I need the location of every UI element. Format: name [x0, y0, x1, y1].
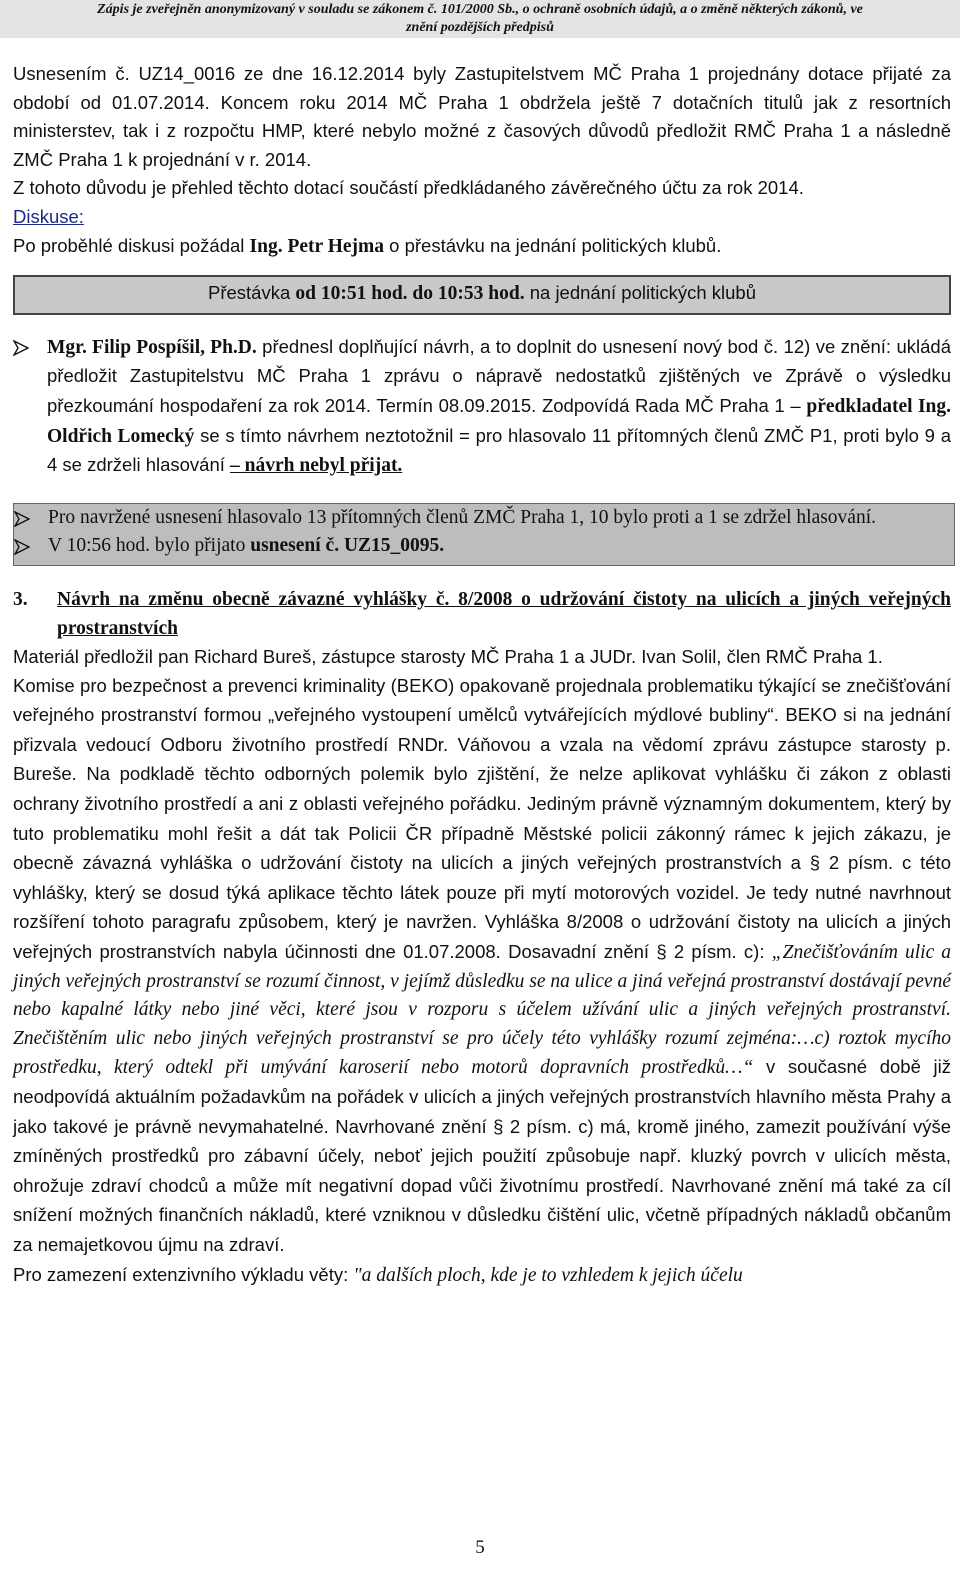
intro-paragraph-1: Usnesením č. UZ14_0016 ze dne 16.12.2014 byly Zastupitelstvem MČ Praha 1 projednány dotace přijaté za období od 01.07.2014. Koncem roku 2014 MČ Praha 1 obdržela ještě 7 dotačních titulů jak z resortních ministerstev, tak i z rozpočtu HMP, které nebylo možné z časových důvodů předložit RMČ Praha 1 a následně ZMČ Praha 1 k projednání v r. 2014.	[13, 63, 951, 170]
vote-box	[13, 503, 955, 566]
arrow-bullet-icon	[14, 532, 48, 555]
header-line-2: znění pozdějších předpisů	[406, 20, 554, 35]
body-paragraph-1: Materiál předložil pan Richard Bureš, zástupce starosty MČ Praha 1 a JUDr. Ivan Solil, člen RMČ Praha 1.	[13, 646, 883, 668]
break-post: na jednání politických klubů	[524, 282, 756, 304]
proposal-text	[47, 333, 951, 481]
vote-item-2-pre: V 10:56 hod. bylo přijato	[48, 535, 251, 557]
break-time: od 10:51 hod. do 10:53 hod.	[295, 283, 525, 305]
arrow-bullet-icon	[13, 333, 47, 356]
body-p3-quote: "a dalších ploch, kde je to vzhledem k jejich účelu	[353, 1264, 743, 1286]
discussion-paragraph	[13, 232, 951, 262]
discussion-heading	[13, 203, 951, 232]
header-line-1: Zápis je zveřejněn anonymizovaný v souladu se zákonem č. 101/2000 Sb., o ochraně osobních údajů, a o změně některých zákonů, ve	[97, 2, 863, 17]
discussion-person: Ing. Petr Hejma	[249, 235, 385, 257]
break-pre: Přestávka	[208, 282, 296, 304]
intro-paragraph-2: Z tohoto důvodu je přehled těchto dotací součástí předkládaného závěrečného účtu za rok 2014.	[13, 177, 804, 199]
section-title: Návrh na změnu obecně závazné vyhlášky č. 8/2008 o udržování čistoty na ulicích a jiných veřejných prostranstvích	[57, 588, 951, 639]
vote-item-2-text	[48, 532, 948, 561]
body-p2-b: v současné době již neodpovídá aktuálním požadavkům na pořádek v ulicích a jiných veřejných prostranstvích hlavního města Prahy a jako takové je právně nevymahatelné. Navrhované znění § 2 písm. c) má, kromě jiného, zamezit používání výše zmíněných prostředků pro zábavní účely, neboť jejich použití způsobuje např. kluzký povrch v ulicích města, ohrožuje zdraví chodců a může mít negativní dopad vůči životnímu prostředí. Navrhované znění má také za cíl snížení možných finančních nákladů, které vzniknou v důsledku čištění ulic, včetně případných nákladů občanům za nemajetkovou újmu na zdraví.	[13, 1056, 951, 1255]
proposal-item	[13, 333, 951, 481]
body-paragraph-3	[13, 1261, 951, 1291]
vote-item-1-text: Pro navržené usnesení hlasovalo 13 přítomných členů ZMČ Praha 1, 10 bylo proti a 1 se zdržel hlasování.	[48, 506, 877, 528]
vote-item-2	[14, 532, 948, 561]
body-p3-a: Pro zamezení extenzivního výkladu věty:	[13, 1263, 354, 1285]
vote-item-1	[14, 504, 948, 533]
discussion-text-pre: Po proběhlé diskusi požádal	[13, 234, 250, 256]
proposal-result: – návrh nebyl přijat.	[230, 455, 403, 477]
body-paragraph-2	[13, 672, 951, 1261]
body-p2-quote: „Znečišťováním ulic a jiných veřejných prostranství se rozumí činnost, v jejímž důsledku se na ulice a jiná veřejná prostranství dostávají pevné nebo kapalné látky nebo jiné věci, které jsou v rozporu s účelem užívání ulic a jiných veřejných prostranství. Znečištěním ulic nebo jiných veřejných prostranství se pro účely této vyhlášky rozumí zejména:…c) roztok mycího prostředku, který odtekl při umývání karoserií nebo motorů dopravních prostředků…“	[13, 942, 951, 1079]
proposal-presenter: předkladatel Ing. Oldřich Lomecký	[47, 395, 951, 447]
page-number: 5	[475, 1537, 485, 1558]
proposal-t2: se s tímto návrhem neztotožnil = pro hlasovalo 11 přítomných členů ZMČ P1, proti bylo 9 a 4 se zdrželi hlasování	[47, 424, 951, 476]
break-box	[13, 275, 951, 315]
arrow-bullet-icon	[14, 504, 48, 527]
section-number: 3.	[13, 588, 28, 610]
proposal-person: Mgr. Filip Pospíšil, Ph.D.	[47, 336, 257, 358]
page-content	[13, 60, 951, 1290]
proposal-t1: přednesl doplňující návrh, a to doplnit do usnesení nový bod č. 12) ve znění: ukládá předložit Zastupitelstvu MČ Praha 1 zprávu o nápravě nedostatků zjištěných ve Zprávě o výsledku přezkoumání hospodaření za rok 2014. Termín 08.09.2015. Zodpovídá Rada MČ Praha 1 –	[47, 335, 951, 416]
body-p2-a: Komise pro bezpečnost a prevenci kriminality (BEKO) opakovaně projednala problematiku týkající se znečišťování veřejného prostranství formou „veřejného vystoupení umělců vytvářejících mýdlové bubliny“. BEKO si na jednání přizvala vedoucí Odboru životního prostředí RNDr. Váňovou a vzala na vědomí zprávu zástupce starosty p. Bureše. Na podkladě těchto odborných polemik bylo zjištění, že nelze aplikovat vyhlášku či zákon z oblasti ochrany životního prostředí a ani z oblasti veřejného pořádku. Jediným právně významným dokumentem, který by tuto problematiku mohl řešit a dát tak Policii ČR případně Městské policii zákonný rámec k jejich zákazu, je obecně závazná vyhláška o udržování čistoty na ulicích a jiných veřejných prostranstvích a § 2 písm. c této vyhlášky, který se dosud týká aplikace těchto látek pouze při mytí motorových vozidel. Je tedy nutné navrhnout rozšíření tohoto paragrafu způsobem, který je navržen. Vyhláška 8/2008 o udržování čistoty na ulicích a jiných veřejných prostranstvích nabyla účinnosti dne 01.07.2008. Dosavadní znění § 2 písm. c):	[13, 674, 951, 963]
discussion-text-post: o přestávku na jednání politických klubů.	[384, 234, 722, 256]
vote-item-2-result: usnesení č. UZ15_0095.	[250, 535, 445, 557]
discussion-label: Diskuse:	[13, 205, 84, 227]
section-3-heading	[13, 586, 951, 643]
anonymization-header	[0, 1, 960, 37]
